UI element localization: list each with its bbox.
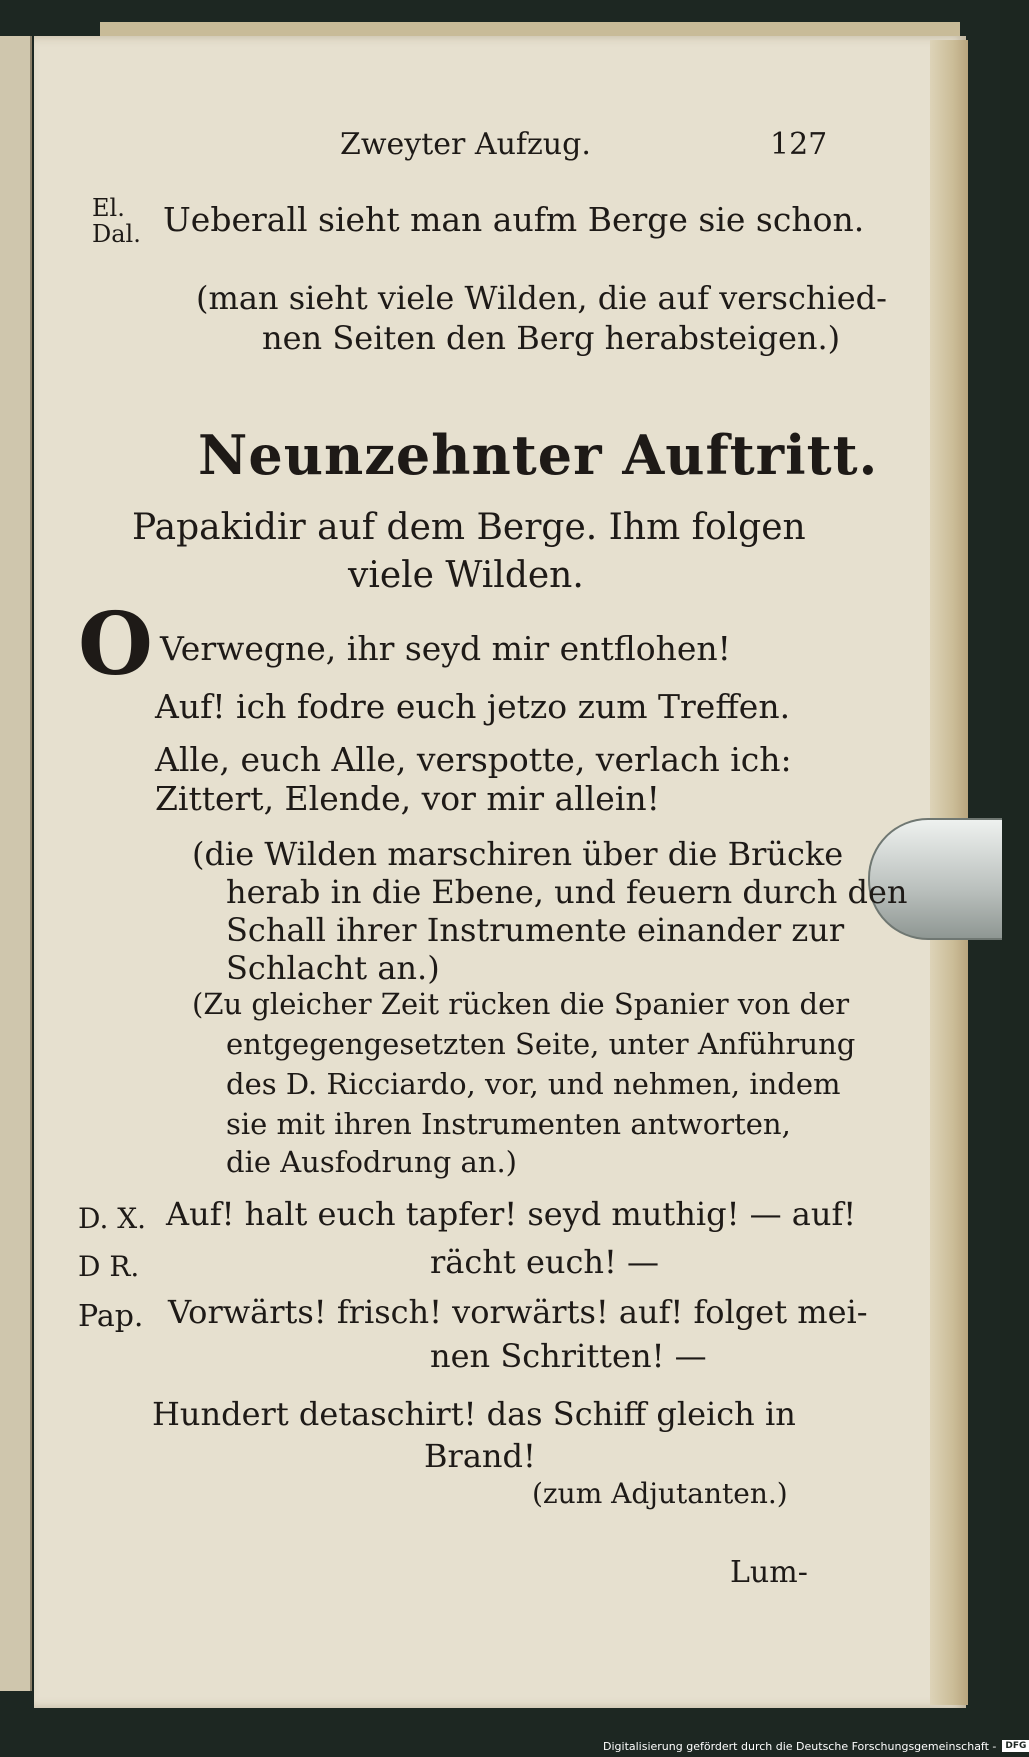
running-header: Zweyter Aufzug. (340, 127, 591, 162)
dfg-logo: DFG (1002, 1740, 1029, 1752)
stage-direction: entgegengesetzten Seite, unter Anführung (226, 1027, 856, 1061)
verse-line: Auf! ich fodre euch jetzo zum Treffen. (155, 687, 791, 726)
verse-line: rächt euch! — (430, 1243, 660, 1281)
stage-direction: (die Wilden marschiren über die Brücke (192, 835, 844, 873)
stage-direction: die Ausfodrung an.) (226, 1145, 517, 1179)
speaker-pap: Pap. (78, 1299, 144, 1334)
stage-direction: herab in die Ebene, und feuern durch den (226, 873, 908, 911)
stage-direction: (zum Adjutanten.) (532, 1477, 788, 1510)
verse-line: Auf! halt euch tapfer! seyd muthig! — auf! (166, 1195, 857, 1233)
stage-direction: Schlacht an.) (226, 949, 440, 987)
page-number: 127 (770, 127, 828, 162)
verse-line: Hundert detaschirt! das Schiff gleich in (152, 1395, 796, 1433)
digitization-credit (603, 1737, 1029, 1755)
speaker-dx: D. X. (78, 1202, 147, 1235)
catchword: Lum- (730, 1555, 808, 1590)
credit-text: Digitalisierung gefördert durch die Deutsche Forschungsgemeinschaft - (603, 1739, 997, 1753)
verse-line: Brand! (424, 1437, 536, 1475)
scene-title: Neunzehnter Auftritt. (198, 423, 879, 487)
drop-cap: O (78, 594, 153, 695)
stage-direction: nen Seiten den Berg herabsteigen.) (262, 319, 841, 357)
scene-cast: viele Wilden. (348, 555, 584, 596)
verse-line: nen Schritten! — (430, 1337, 707, 1375)
verse-line: Ueberall sieht man aufm Berge sie schon. (163, 200, 865, 239)
stage-direction: (man sieht viele Wilden, die auf verschied- (196, 279, 887, 317)
stage-direction: sie mit ihren Instrumenten antworten, (226, 1107, 791, 1141)
verse-line: Zittert, Elende, vor mir allein! (155, 779, 660, 818)
stage-direction: (Zu gleicher Zeit rücken die Spanier von der (192, 987, 850, 1021)
speaker-dr: D R. (78, 1250, 140, 1283)
previous-page-edge (0, 36, 32, 1691)
speaker-el: El. (92, 194, 125, 222)
stage-direction: Schall ihrer Instrumente einander zur (226, 911, 845, 949)
stage-direction: des D. Ricciardo, vor, und nehmen, indem (226, 1067, 841, 1101)
scene-cast: Papakidir auf dem Berge. Ihm folgen (132, 507, 806, 548)
verse-line: Vorwärts! frisch! vorwärts! auf! folget mei- (168, 1293, 868, 1331)
verse-line: Alle, euch Alle, verspotte, verlach ich: (155, 740, 792, 779)
speaker-dal: Dal. (92, 220, 141, 248)
verse-line: Verwegne, ihr seyd mir entflohen! (160, 629, 731, 668)
